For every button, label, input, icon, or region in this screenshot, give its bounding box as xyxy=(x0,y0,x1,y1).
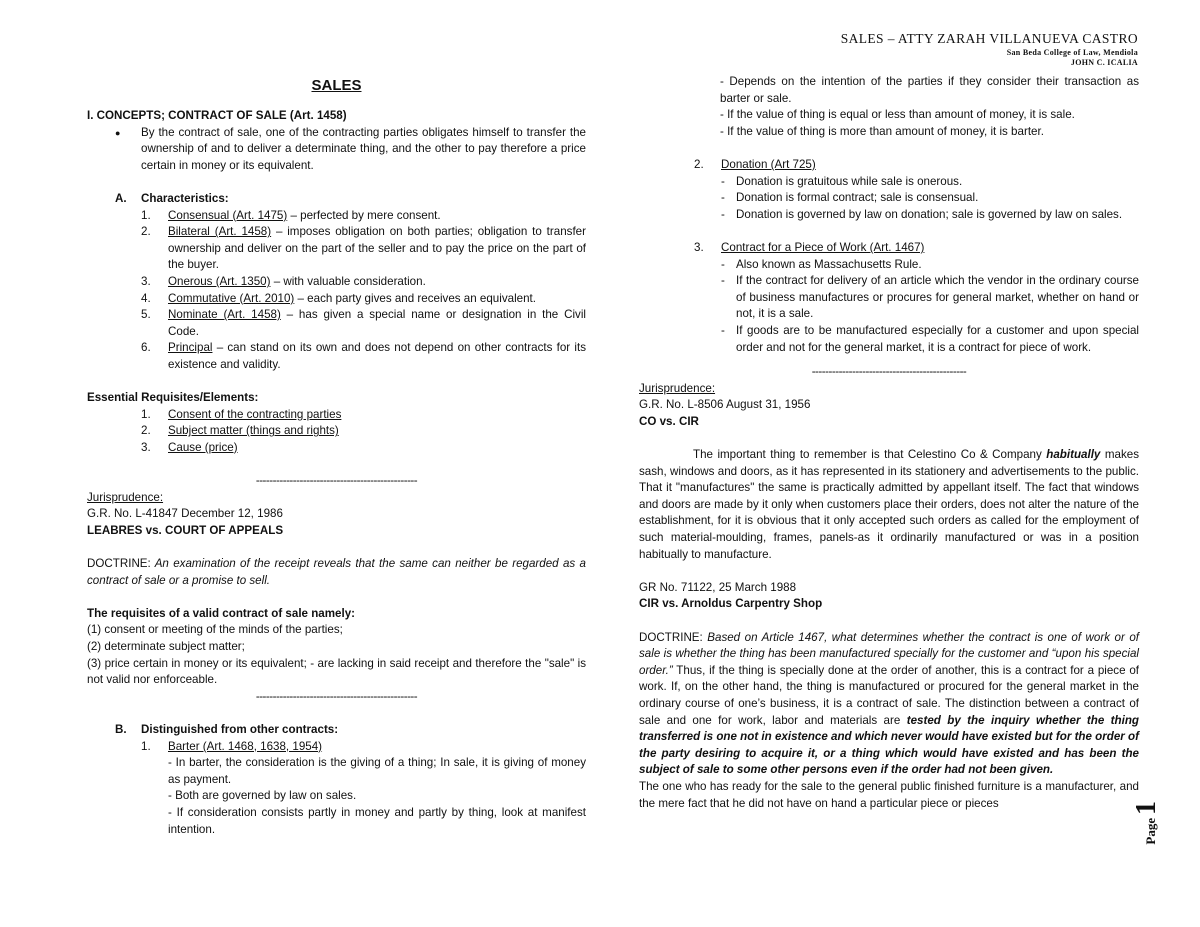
page-number xyxy=(1131,800,1163,845)
barter-line: - If the value of thing is more than amount of money, it is barter. xyxy=(720,124,1044,138)
dash-text: Also known as Massachusetts Rule. xyxy=(736,257,922,271)
item-name: Donation (Art 725) xyxy=(721,157,816,171)
item-number: 3. xyxy=(694,240,704,254)
barter-line: - If the value of thing is equal or less than amount of money, it is sale. xyxy=(720,108,1075,122)
item-name: Bilateral (Art. 1458) xyxy=(168,225,272,239)
requisites-list xyxy=(87,407,586,457)
dash-text: Donation is gratuitous while sale is onerous. xyxy=(736,174,963,188)
doctrine-italic: Based on Article 1467, what determines whether the contract is one of work or of sale is whether the thing has been manufactured specially for the customer and “upon his special order.” xyxy=(639,630,1139,677)
item-desc: – each party gives and receives an equivalent. xyxy=(294,291,536,305)
case-text: makes sash, windows and doors, as it has represented in its stationery and advertisements to the public. That it "manufactures" the same is practically admitted by appellant itself. The fact that windows and doors are made by it only when customers place their orders, does not alter the nature of the establishment, for it is obvious that it only accepted such orders as called for the employment of such material-moulding, frames, panels-as it ordinarily manufactured or was in a position habitually to manufacture. xyxy=(639,448,1140,561)
header-school: San Beda College of Law, Mendiola xyxy=(1006,48,1138,57)
barter-line: - Depends on the intention of the parties if they consider their transaction as barter or sale. xyxy=(720,75,1139,105)
doctrine-emphasis: tested by the inquiry whether the thing transferred is one not in existence and which never would have existed but for the order of the party desiring to acquire it, or a thing which would have existed and has been the subject of sale to some other persons even if the order had not been given. xyxy=(639,713,1139,777)
doctrine-text: An examination of the receipt reveals that the same can neither be regarded as a contract of sale or a promise to sell. xyxy=(87,557,586,587)
doctrine-colon: : xyxy=(147,557,151,571)
dash-text: If the contract for delivery of an article which the vendor in the ordinary course of business manufactures or procures for general market, whether on hand or not, it is a sale. xyxy=(736,274,1139,321)
list-item xyxy=(639,157,1139,174)
distinguished-list xyxy=(87,739,586,756)
case-name: CIR vs. Arnoldus Carpentry Shop xyxy=(639,597,823,611)
barter-line: - Both are governed by law on sales. xyxy=(168,789,357,803)
dash-marker: - xyxy=(721,257,725,271)
case-number: G.R. No. L-41847 December 12, 1986 xyxy=(87,507,283,521)
item-text: Subject matter (things and rights) xyxy=(168,424,339,438)
dash-item xyxy=(639,273,1139,323)
definition-text: By the contract of sale, one of the contracting parties obligates himself to transfer the ownership of and to deliver a determinate thing, and the other to pay therefore a price certain in money or its equivalent. xyxy=(141,125,586,172)
barter-line: - If consideration consists partly in money and partly by thing, look at manifest intention. xyxy=(168,805,586,836)
item-desc: – has given a special name or designation in the Civil Code. xyxy=(168,308,586,338)
item-number: 3. xyxy=(141,274,151,288)
dash-item xyxy=(639,323,1139,356)
header-title: SALES – ATTY ZARAH VILLANUEVA CASTRO xyxy=(840,31,1138,46)
item-number: 2. xyxy=(694,157,704,171)
item-name: Principal xyxy=(168,341,213,355)
separator: ---------------------------------------------- xyxy=(811,365,967,379)
valid-item: (1) consent or meeting of the minds of the parties; xyxy=(87,623,343,637)
heading-text: Distinguished from other contracts: xyxy=(141,722,339,736)
list-item xyxy=(87,224,586,274)
dash-marker: - xyxy=(721,191,725,205)
donation-item xyxy=(639,157,1139,174)
case-name: CO vs. CIR xyxy=(639,414,699,428)
list-item xyxy=(87,407,586,424)
list-item xyxy=(639,240,1139,257)
list-item xyxy=(87,340,586,373)
definition-bullet xyxy=(87,125,586,175)
jurisprudence-label: Jurisprudence: xyxy=(87,490,164,504)
item-name: Barter (Art. 1468, 1638, 1954) xyxy=(168,739,323,753)
dash-marker: - xyxy=(721,174,725,188)
dash-item xyxy=(639,207,1139,224)
list-item xyxy=(87,739,586,756)
item-desc: – perfected by mere consent. xyxy=(287,208,441,222)
valid-item: (3) price certain in money or its equivalent; - are lacking in said receipt and therefore the "sale" is not valid nor enforceable. xyxy=(87,656,586,687)
dash-marker: - xyxy=(721,207,725,221)
item-name: Nominate (Art. 1458) xyxy=(168,308,281,322)
separator: ------------------------------------------------ xyxy=(255,689,418,703)
item-name: Consensual (Art. 1475) xyxy=(168,208,288,222)
valid-item: (2) determinate subject matter; xyxy=(87,640,245,653)
item-desc: – with valuable consideration. xyxy=(270,274,426,288)
letter-marker: A. xyxy=(115,191,127,205)
doctrine-paragraph xyxy=(639,630,1139,779)
page-number-value: 1 xyxy=(1131,800,1163,815)
item-name: Onerous (Art. 1350) xyxy=(168,274,271,288)
distinguished-heading xyxy=(87,722,586,739)
dash-text: If goods are to be manufactured especially for a customer and upon special order and not for the general market, it is a contract for piece of work. xyxy=(736,323,1139,354)
item-desc: – can stand on its own and does not depend on other contracts for its existence and validity. xyxy=(168,341,586,371)
section-heading: I. CONCEPTS; CONTRACT OF SALE (Art. 1458) xyxy=(87,109,347,122)
dash-text: Donation is formal contract; sale is consensual. xyxy=(736,191,979,205)
dash-item xyxy=(639,257,1139,274)
doctrine-label: DOCTRINE xyxy=(87,557,148,571)
case-number: G.R. No. L-8506 August 31, 1956 xyxy=(639,398,811,412)
item-number: 1. xyxy=(141,407,151,421)
page-label: Page xyxy=(1143,817,1159,845)
page-header xyxy=(841,30,1138,68)
list-item xyxy=(87,291,586,308)
barter-line: - In barter, the consideration is the giving of a thing; In sale, it is giving of money as payment. xyxy=(168,756,586,786)
item-text: Consent of the contracting parties xyxy=(168,407,342,421)
dash-item xyxy=(639,190,1139,207)
list-item xyxy=(87,208,586,225)
dash-item xyxy=(639,174,1139,191)
dash-text: Donation is governed by law on donation; sale is governed by law on sales. xyxy=(736,207,1123,221)
separator: ------------------------------------------------ xyxy=(255,474,418,488)
doctrine-label: DOCTRINE: xyxy=(639,630,703,644)
case-text: The important thing to remember is that Celestino Co & Company xyxy=(693,448,1047,462)
item-text: Cause (price) xyxy=(168,440,238,454)
item-name: Commutative (Art. 2010) xyxy=(168,291,295,305)
case-emphasis: habitually xyxy=(1046,448,1101,462)
item-number: 6. xyxy=(141,341,151,355)
valid-requisites-heading: The requisites of a valid contract of sale namely: xyxy=(87,606,356,620)
characteristics-heading xyxy=(87,191,586,208)
item-desc: – imposes obligation on both parties; obligation to transfer ownership and deliver on the part of the seller and to pay the price on the part of the buyer. xyxy=(168,225,586,272)
case-name: LEABRES vs. COURT OF APPEALS xyxy=(87,523,284,537)
jurisprudence-label: Jurisprudence: xyxy=(639,381,716,395)
item-number: 4. xyxy=(141,291,151,305)
case-paragraph xyxy=(639,447,1139,563)
header-author: JOHN C. ICALIA xyxy=(1070,58,1138,67)
closing-paragraph: The one who has ready for the sale to the general public finished furniture is a manufacturer, and the mere fact that he did not have on hand a particular piece or pieces xyxy=(639,779,1139,810)
document-title: SALES xyxy=(311,77,362,94)
heading-text: Characteristics: xyxy=(141,191,229,205)
item-name: Contract for a Piece of Work (Art. 1467) xyxy=(721,240,925,254)
dash-marker: - xyxy=(721,323,725,337)
item-number: 2. xyxy=(141,225,151,239)
item-number: 1. xyxy=(141,739,151,753)
bullet-icon: ● xyxy=(115,127,121,138)
item-number: 3. xyxy=(141,440,151,454)
right-column xyxy=(639,74,1139,812)
item-number: 1. xyxy=(141,208,151,222)
requisites-heading: Essential Requisites/Elements: xyxy=(87,391,259,405)
doctrine-text: Thus, if the thing is specially done at the order of another, this is a contract for a piece of work. If, on the other hand, the thing is manufactured or procured for the general market in the ordinary course of one’s business, it is a contract of sale. The distinction between a contract of sale and one for work, labor and materials are xyxy=(639,663,1139,727)
list-item xyxy=(87,440,586,457)
list-item xyxy=(87,307,586,340)
left-column xyxy=(87,76,586,838)
item-number: 5. xyxy=(141,308,151,322)
letter-marker: B. xyxy=(115,722,127,736)
doctrine-paragraph xyxy=(87,556,586,589)
list-item xyxy=(87,274,586,291)
case-number: GR No. 71122, 25 March 1988 xyxy=(639,580,797,594)
list-item xyxy=(87,423,586,440)
dash-marker: - xyxy=(721,274,725,288)
item-number: 2. xyxy=(141,424,151,438)
characteristics-list xyxy=(87,208,586,374)
work-item xyxy=(639,240,1139,257)
